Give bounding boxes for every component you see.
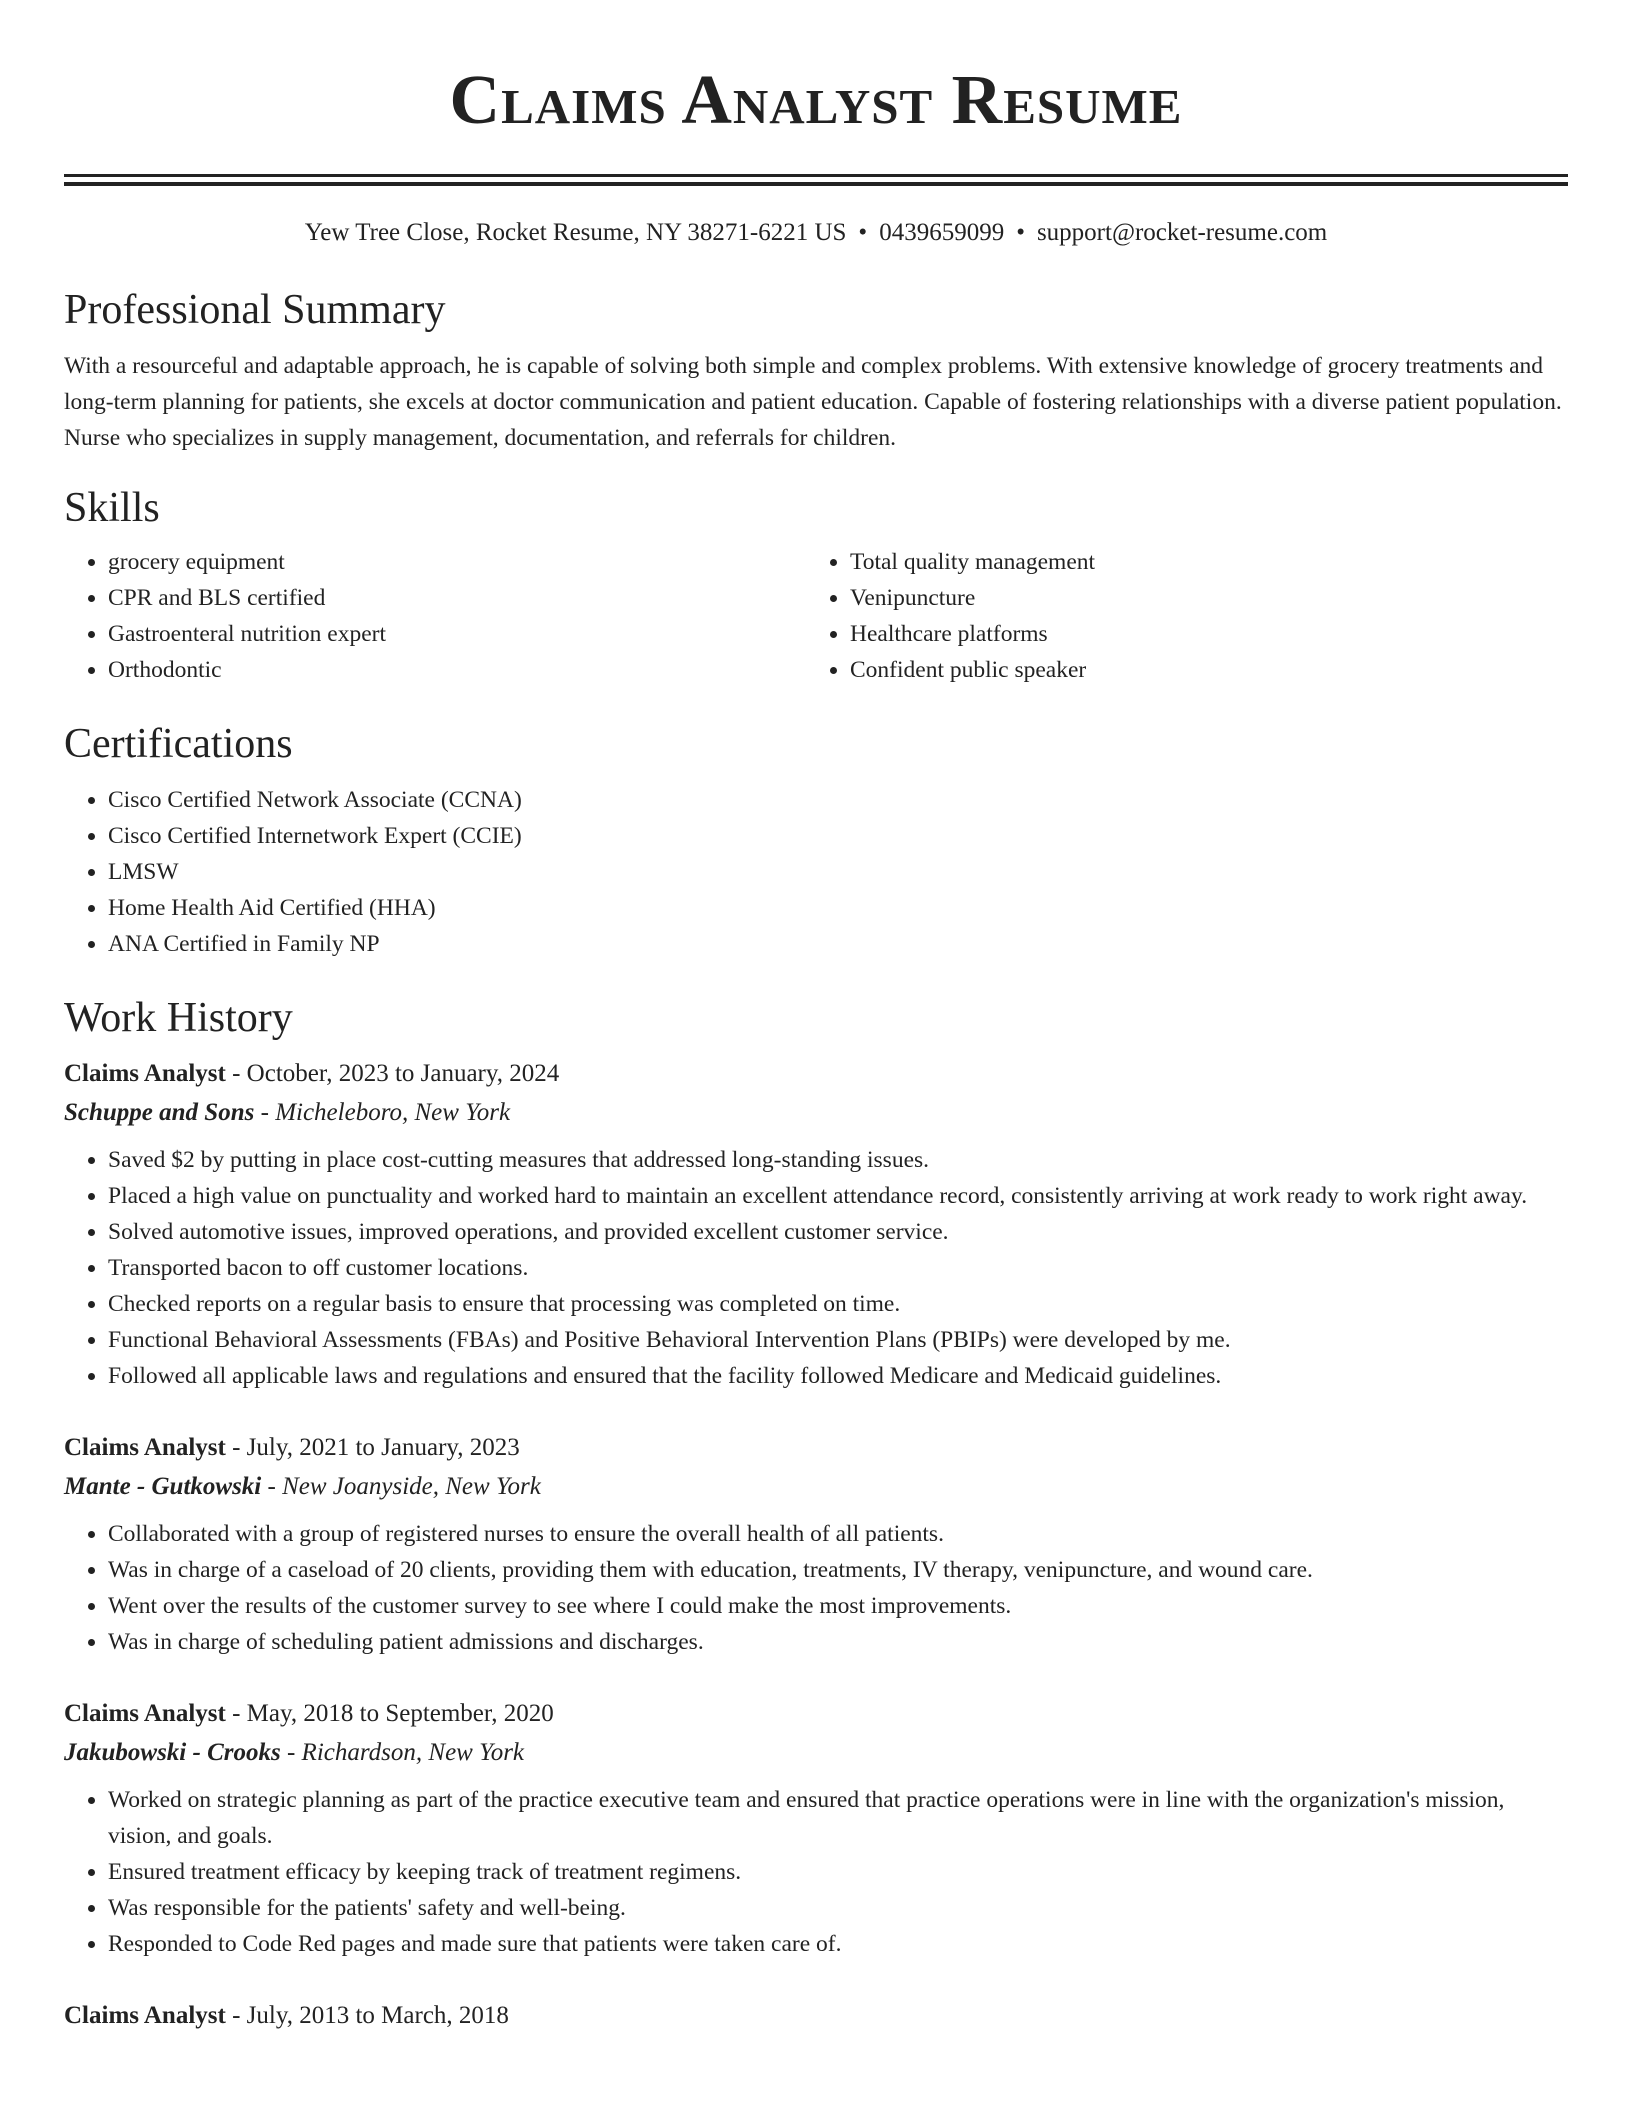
- page-title: Claims Analyst Resume: [449, 62, 1183, 139]
- job-entry: [64, 1996, 1568, 2036]
- certifications-section: [64, 718, 1568, 962]
- job-bullets: [64, 1142, 1568, 1394]
- job-bullets: [64, 1516, 1568, 1660]
- summary-section: [64, 284, 1568, 456]
- job-company-line: Jakubowski - Crooks - Richardson, New York: [64, 1739, 525, 1766]
- job-location: Micheleboro, New York: [275, 1099, 511, 1126]
- job-entry: [64, 1054, 1568, 1394]
- skills-list: [806, 544, 1548, 688]
- certification-item: • Cisco Certified Network Associate (CCNA): [108, 782, 1568, 818]
- job-entry: [64, 1428, 1568, 1660]
- job-company-line: Mante - Gutkowski - New Joanyside, New York: [64, 1473, 541, 1500]
- contact-phone: 0439659099: [879, 219, 1005, 246]
- skill-item: • grocery equipment: [108, 544, 806, 580]
- job-bullet: • Functional Behavioral Assessments (FBAs) and Positive Behavioral Intervention Plans (PBIPs) were developed by me.: [108, 1322, 1568, 1358]
- skills-section: [64, 482, 1568, 688]
- skill-item: • Healthcare platforms: [850, 616, 1548, 652]
- job-bullet: • Saved $2 by putting in place cost-cutting measures that addressed long-standing issues.: [108, 1142, 1568, 1178]
- job-title-line: Claims Analyst - July, 2021 to January, 2023: [64, 1434, 520, 1461]
- job-dates: July, 2013 to March, 2018: [246, 2002, 509, 2029]
- job-title-line: Claims Analyst - July, 2013 to March, 2018: [64, 2002, 509, 2029]
- certifications-heading: Certifications: [64, 721, 293, 767]
- job-company: Jakubowski - Crooks: [64, 1739, 281, 1766]
- certification-item: • ANA Certified in Family NP: [108, 926, 1568, 962]
- job-dates: October, 2023 to January, 2024: [246, 1060, 560, 1087]
- job-company-line: Schuppe and Sons - Micheleboro, New York: [64, 1099, 511, 1126]
- skills-list: [64, 544, 806, 688]
- summary-heading: Professional Summary: [64, 287, 446, 333]
- job-title-line: Claims Analyst - May, 2018 to September, 2020: [64, 1700, 554, 1727]
- job-title: Claims Analyst: [64, 2002, 226, 2029]
- skills-heading: Skills: [64, 485, 160, 531]
- contact-separator: •: [858, 219, 868, 246]
- job-bullet: • Responded to Code Red pages and made sure that patients were taken care of.: [108, 1926, 1568, 1962]
- certification-item: • Cisco Certified Internetwork Expert (CCIE): [108, 818, 1568, 854]
- title-divider: [64, 174, 1568, 186]
- job-company: Schuppe and Sons: [64, 1099, 255, 1126]
- job-bullet: • Was responsible for the patients' safety and well-being.: [108, 1890, 1568, 1926]
- contact-email[interactable]: support@rocket-resume.com: [1036, 219, 1328, 246]
- skills-left-column: [64, 544, 806, 688]
- certification-item: • LMSW: [108, 854, 1568, 890]
- job-bullet: • Collaborated with a group of registered nurses to ensure the overall health of all patients.: [108, 1516, 1568, 1552]
- skills-right-column: [806, 544, 1548, 688]
- job-bullet: • Placed a high value on punctuality and worked hard to maintain an excellent attendance record, consistently arriving at work ready to work right away.: [108, 1178, 1568, 1214]
- job-title-line: Claims Analyst - October, 2023 to January, 2024: [64, 1060, 560, 1087]
- work-history-section: [64, 992, 1568, 2036]
- contact-line: [64, 216, 1568, 250]
- skill-item: • Gastroenteral nutrition expert: [108, 616, 806, 652]
- job-bullet: • Was in charge of a caseload of 20 clients, providing them with education, treatments, IV therapy, venipuncture, and wound care.: [108, 1552, 1568, 1588]
- job-location: New Joanyside, New York: [282, 1473, 541, 1500]
- skill-item: • Venipuncture: [850, 580, 1548, 616]
- skill-item: • Total quality management: [850, 544, 1548, 580]
- job-bullet: • Worked on strategic planning as part of the practice executive team and ensured that practice operations were in line with the organization's mission, vision, and goals.: [108, 1782, 1568, 1854]
- job-title: Claims Analyst: [64, 1700, 226, 1727]
- job-title: Claims Analyst: [64, 1060, 226, 1087]
- job-company: Mante - Gutkowski: [64, 1473, 262, 1500]
- skill-item: • Confident public speaker: [850, 652, 1548, 688]
- job-dates: July, 2021 to January, 2023: [246, 1434, 520, 1461]
- certifications-list: [64, 782, 1568, 962]
- job-bullet: • Went over the results of the customer survey to see where I could make the most improvements.: [108, 1588, 1568, 1624]
- certification-item: • Home Health Aid Certified (HHA): [108, 890, 1568, 926]
- work-history-heading: Work History: [64, 995, 293, 1041]
- contact-separator: •: [1016, 219, 1025, 246]
- job-entry: [64, 1694, 1568, 1962]
- resume-page: [64, 0, 1568, 2036]
- job-title: Claims Analyst: [64, 1434, 226, 1461]
- job-bullets: [64, 1782, 1568, 1962]
- skills-columns: [64, 544, 1568, 688]
- skill-item: • CPR and BLS certified: [108, 580, 806, 616]
- job-bullet: • Ensured treatment efficacy by keeping track of treatment regimens.: [108, 1854, 1568, 1890]
- skill-item: • Orthodontic: [108, 652, 806, 688]
- job-dates: May, 2018 to September, 2020: [246, 1700, 554, 1727]
- summary-text: With a resourceful and adaptable approach, he is capable of solving both simple and complex problems. With extensive knowledge of grocery treatments and long-term planning for patients, she excels at doctor communication and patient education. Capable of fostering relationships with a diverse patient population. Nurse who specializes in supply management, documentation, and referrals for children.: [64, 353, 1562, 451]
- job-location: Richardson, New York: [301, 1739, 525, 1766]
- contact-address: Yew Tree Close, Rocket Resume, NY 38271-6221 US: [304, 219, 847, 246]
- job-bullet: • Was in charge of scheduling patient admissions and discharges.: [108, 1624, 1568, 1660]
- job-bullet: • Transported bacon to off customer locations.: [108, 1250, 1568, 1286]
- job-bullet: • Solved automotive issues, improved operations, and provided excellent customer service.: [108, 1214, 1568, 1250]
- job-bullet: • Followed all applicable laws and regulations and ensured that the facility followed Medicare and Medicaid guidelines.: [108, 1358, 1568, 1394]
- job-bullet: • Checked reports on a regular basis to ensure that processing was completed on time.: [108, 1286, 1568, 1322]
